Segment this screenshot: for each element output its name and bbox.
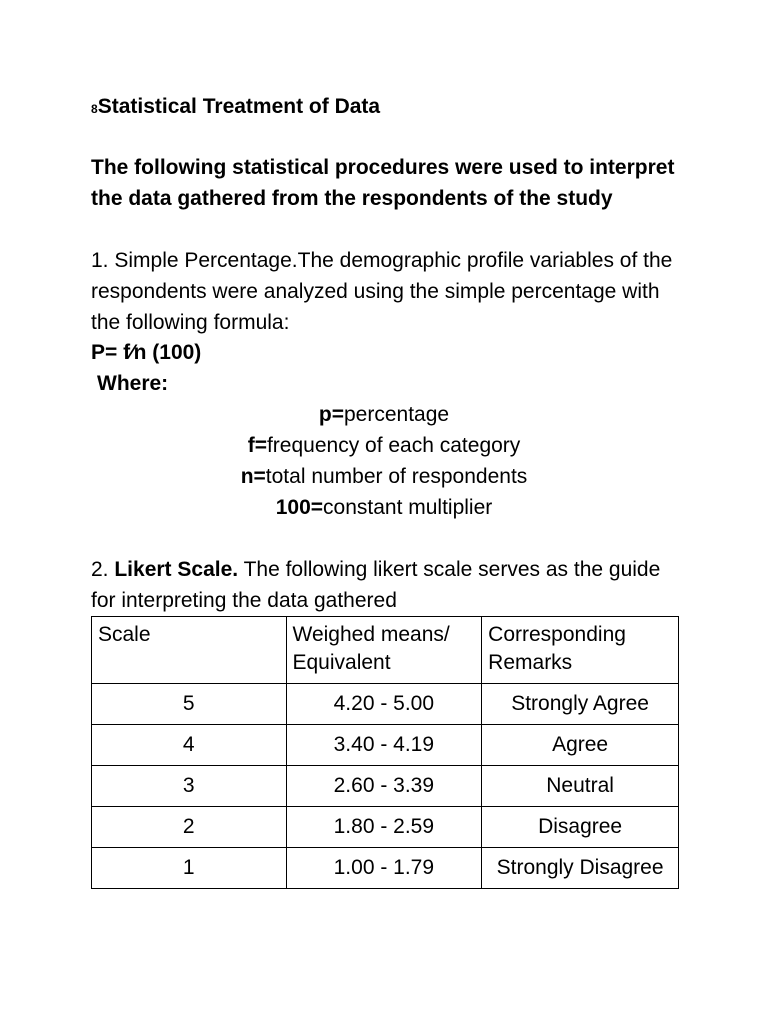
definition-item [91,399,677,430]
table-row [92,848,679,889]
cell-remark: Disagree [482,807,679,848]
simple-percentage-text: 1. Simple Percentage.The demographic profile variables of the respondents were analyzed using the simple percentage with the following formula: [91,249,673,334]
formula-definitions [91,399,677,523]
definition-meaning: frequency of each category [266,434,521,457]
cell-remark: Strongly Disagree [482,848,679,889]
definition-term: f= [247,434,267,457]
header-remarks: Corresponding Remarks [482,617,679,684]
cell-scale: 2 [92,807,287,848]
header-weighed-means: Weighed means/ Equivalent [286,617,482,684]
document-page [91,93,681,889]
footnote-marker: 8 [91,102,98,116]
definition-item [91,430,677,461]
likert-scale-table [91,616,679,889]
definition-meaning: percentage [344,403,450,426]
cell-remark: Strongly Agree [482,684,679,725]
table-row [92,725,679,766]
cell-range: 3.40 - 4.19 [286,725,482,766]
definition-item [91,492,677,523]
likert-section-number: 2. [91,558,109,581]
section-title [91,93,681,121]
definition-meaning: total number of respondents [265,465,528,488]
cell-range: 1.80 - 2.59 [286,807,482,848]
definition-item [91,461,677,492]
header-scale: Scale [92,617,287,684]
cell-range: 1.00 - 1.79 [286,848,482,889]
table-header-row [92,617,679,684]
cell-remark: Agree [482,725,679,766]
section-simple-percentage [91,245,681,523]
cell-range: 4.20 - 5.00 [286,684,482,725]
intro-paragraph: The following statistical procedures were used to interpret the data gathered from the respondents of the study [91,156,675,210]
likert-description: The following likert scale serves as the guide for interpreting the data gathered [91,558,661,612]
where-label: Where: [97,372,169,395]
likert-heading: Likert Scale. [114,558,239,581]
cell-scale: 4 [92,725,287,766]
definition-term: p= [318,403,344,426]
table-row [92,807,679,848]
table-row [92,684,679,725]
cell-range: 2.60 - 3.39 [286,766,482,807]
cell-scale: 3 [92,766,287,807]
definition-term: n= [240,465,266,488]
cell-remark: Neutral [482,766,679,807]
section-title-text: Statistical Treatment of Data [97,95,381,118]
definition-term: 100= [275,496,324,519]
table-row [92,766,679,807]
definition-meaning: constant multiplier [323,496,493,519]
percentage-formula: P= f⁄n (100) [91,341,202,364]
cell-scale: 1 [92,848,287,889]
cell-scale: 5 [92,684,287,725]
section-likert-scale [91,554,681,616]
